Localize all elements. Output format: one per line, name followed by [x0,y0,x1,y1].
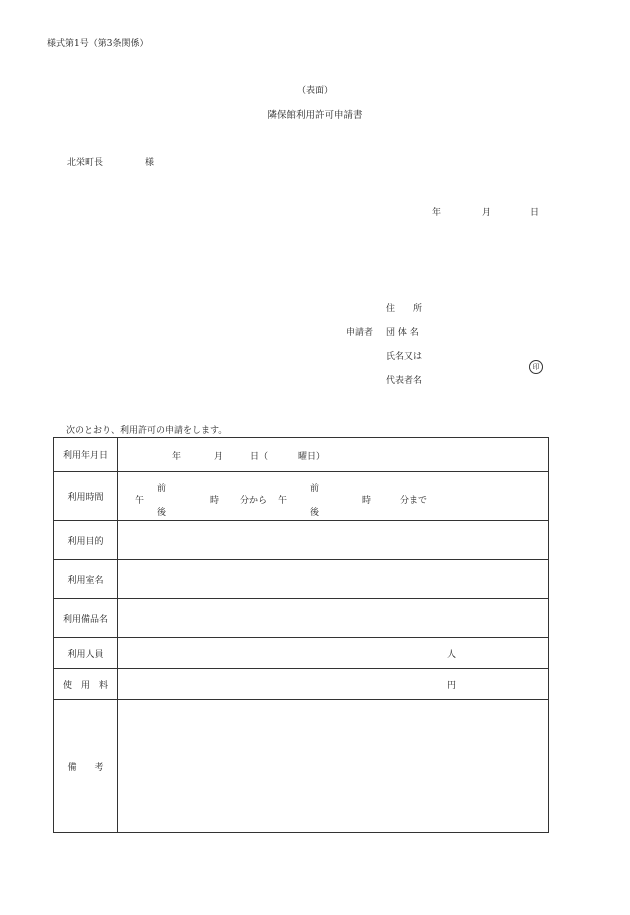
side-label: （表面） [296,86,333,96]
time-min-from: 分から [240,496,268,506]
remarks-label: 備 考 [54,700,118,833]
application-table [53,437,549,833]
table-row [54,438,549,472]
time-hour-2: 時 [362,496,372,506]
fee-unit: 円 [447,681,457,691]
intro-text: 次のとおり、利用許可の申請をします。 [66,426,228,436]
attendees-label: 利用人員 [54,638,118,669]
form-number: 様式第1号（第3条関係） [47,39,149,49]
table-row [54,669,549,700]
equipment-name-field[interactable] [118,599,549,638]
table-row [54,599,549,638]
equipment-name-label: 利用備品名 [54,599,118,638]
usage-time-field[interactable] [118,472,549,521]
usage-date-day: 日（ [250,452,269,462]
fee-field[interactable] [118,669,549,700]
usage-purpose-field[interactable] [118,521,549,560]
time-am-1: 前 [157,484,167,494]
time-min-to: 分まで [400,496,428,506]
addressee-name: 北栄町長 [67,158,104,168]
table-row [54,521,549,560]
table-row [54,472,549,521]
table-row [54,638,549,669]
usage-date-field[interactable] [118,438,549,472]
room-name-field[interactable] [118,560,549,599]
table-row [54,560,549,599]
time-hour-1: 時 [210,496,220,506]
time-am-2: 前 [310,484,320,494]
time-noon-1: 午 [135,496,145,506]
table-row [54,700,549,833]
applicant-label: 申請者 [346,328,374,338]
room-name-label: 利用室名 [54,560,118,599]
date-month: 月 [482,208,492,218]
usage-date-month: 月 [214,452,224,462]
time-pm-2: 後 [310,508,320,518]
time-noon-2: 午 [278,496,288,506]
applicant-field-address: 住 所 [386,304,423,314]
applicant-field-group: 団 体 名 [386,328,419,338]
fee-label: 使 用 料 [54,669,118,700]
time-pm-1: 後 [157,508,167,518]
remarks-field[interactable] [118,700,549,833]
usage-date-label: 利用年月日 [54,438,118,472]
usage-date-year: 年 [172,452,182,462]
usage-purpose-label: 利用目的 [54,521,118,560]
usage-date-weekday: 曜日） [298,452,326,462]
usage-time-label: 利用時間 [54,472,118,521]
addressee-honorific: 様 [145,158,155,168]
date-year: 年 [432,208,442,218]
seal-mark-icon: 印 [529,360,543,374]
document-title: 隣保館利用許可申請書 [267,110,363,121]
applicant-field-name: 氏名又は [386,352,423,362]
applicant-field-representative: 代表者名 [386,376,423,386]
attendees-field[interactable] [118,638,549,669]
attendees-unit: 人 [447,650,457,660]
date-day: 日 [530,208,540,218]
